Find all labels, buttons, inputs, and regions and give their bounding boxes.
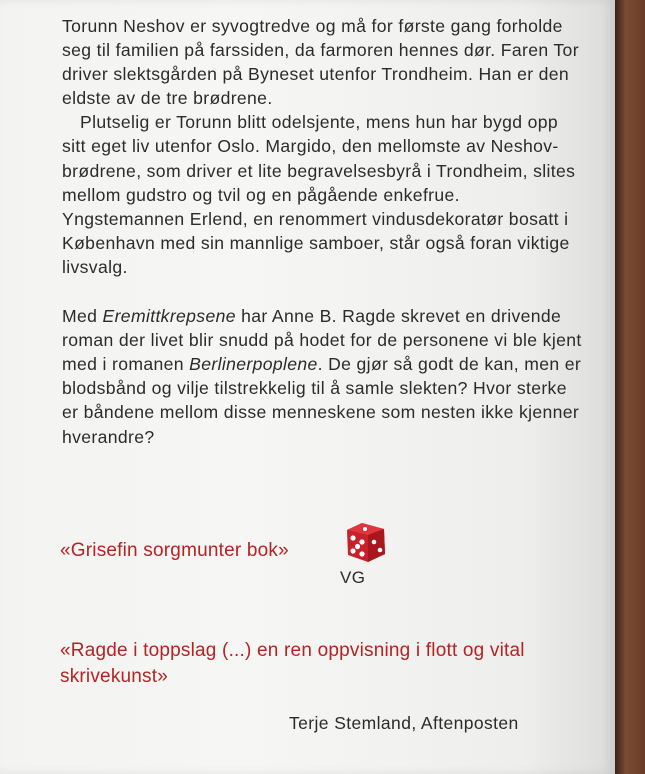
blurb-paragraph-3 <box>62 304 582 449</box>
review-quote-aftenposten: «Ragde i toppslag (...) en ren oppvisning i flott og vital skrivekunst» <box>60 640 525 687</box>
blurb-text <box>62 14 582 449</box>
book-title-berlinerpoplene: Berlinerpoplene <box>189 354 318 375</box>
book-spine <box>615 0 645 774</box>
blurb-p3-text-b: har Anne B. Ragde skrevet en drivende roman der livet blir snudd på hodet for de personene vi ble kjent med i romanen <box>62 306 582 375</box>
blurb-paragraph-2: Plutselig er Torunn blitt odelsjente, mens hun har bygd opp sitt eget liv utenfor Oslo. Margido, den mellomste av Neshov-brødrene, som driver et lite begravelsesbyrå i Trondheim, slites mellom gudstro og tvil og en pågående enkefrue. Yngstemannen Erlend, en renommert vindusdekoratør bosatt i København med sin mannlige samboer, står også foran viktige livsvalg. <box>62 112 576 277</box>
blurb-p3-text-a: Med <box>62 306 103 327</box>
book-title-eremittkrepsene: Eremittkrepsene <box>102 306 236 327</box>
blurb-p3-text-c: . De gjør så godt de kan, men er blodsbånd og vilje tilstrekkelig til å samle slekten? Hvor sterke er båndene mellom disse menneskene som nesten ikke kjenner hverandre? <box>62 354 582 447</box>
review-quote-vg: «Grisefin sorgmunter bok» <box>60 540 289 561</box>
review-source-aftenposten: Terje Stemland, Aftenposten <box>289 713 519 733</box>
review-source-vg: VG <box>340 568 366 587</box>
blurb-paragraph-1: Torunn Neshov er syvogtredve og må for første gang forholde seg til familien på farssiden, da farmoren hennes dør. Faren Tor driver slektsgården på Byneset utenfor Trondheim. Han er den eldste av de tre brødrene. <box>62 16 579 109</box>
dice-five-icon <box>344 520 388 564</box>
